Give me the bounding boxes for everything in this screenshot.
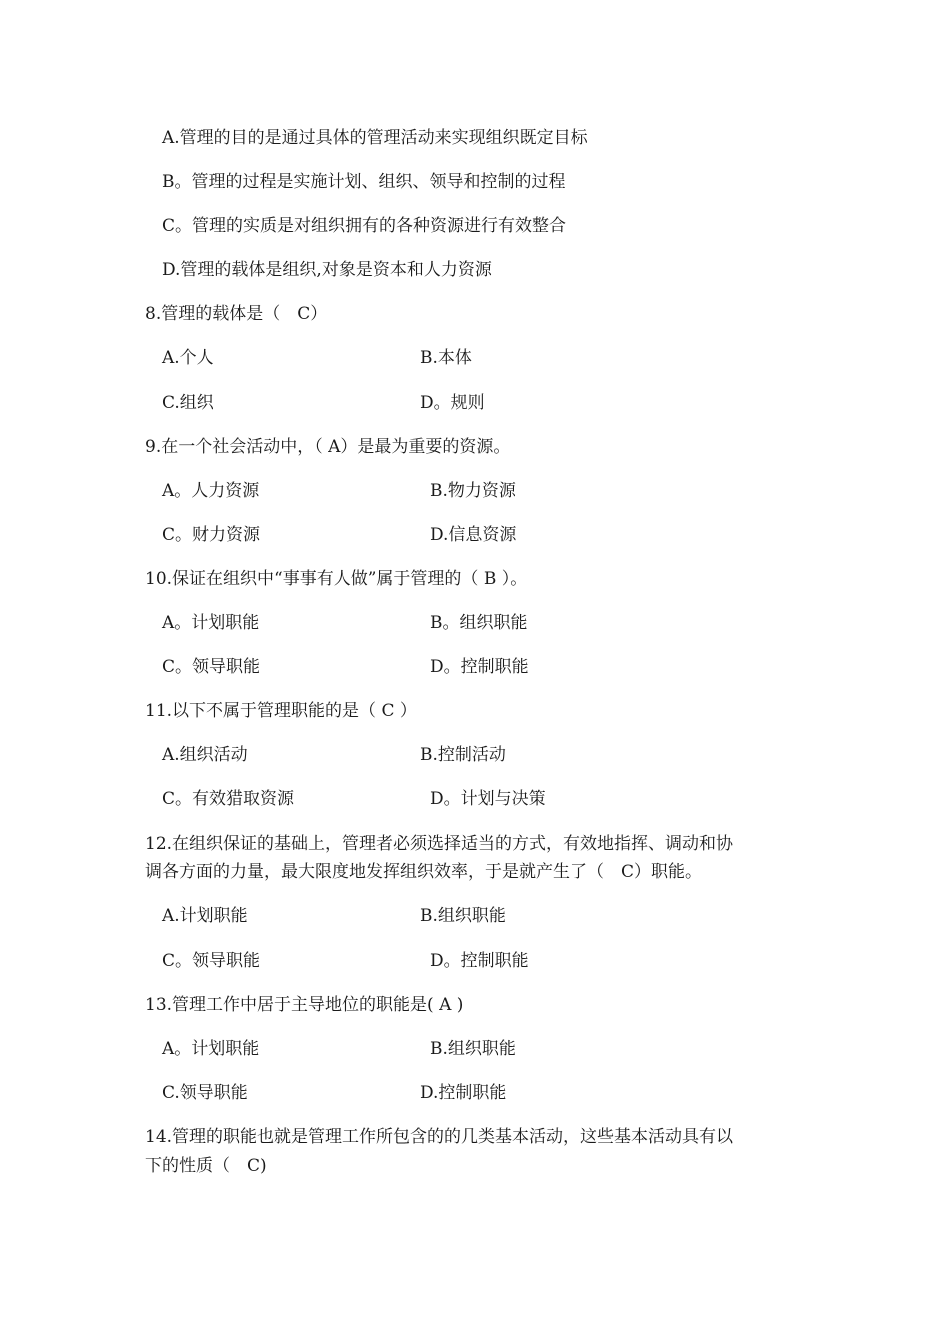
q7-option-a: A.管理的目的是通过具体的管理活动来实现组织既定目标	[162, 128, 588, 148]
q12-option-b: B.组织职能	[420, 906, 506, 926]
q13-option-b: B.组织职能	[430, 1039, 516, 1059]
q12-stem-line1: 12.在组织保证的基础上，管理者必须选择适当的方式，有效地指挥、调动和协	[145, 834, 734, 854]
q8-option-b: B.本体	[420, 348, 472, 368]
q7-option-c: C。管理的实质是对组织拥有的各种资源进行有效整合	[162, 216, 567, 236]
q10-option-b: B。组织职能	[430, 613, 528, 633]
q10-option-d: D。控制职能	[430, 657, 529, 677]
q7-option-b: B。管理的过程是实施计划、组织、领导和控制的过程	[162, 172, 566, 192]
q12-option-d: D。控制职能	[430, 951, 529, 971]
q11-option-b: B.控制活动	[420, 745, 506, 765]
q9-stem: 9.在一个社会活动中，（ A）是最为重要的资源。	[145, 437, 511, 457]
q9-option-d: D.信息资源	[430, 525, 517, 545]
q12-stem-line2: 调各方面的力量，最大限度地发挥组织效率，于是就产生了（ C）职能。	[145, 862, 703, 882]
q14-stem-line1: 14.管理的职能也就是管理工作所包含的的几类基本活动，这些基本活动具有以	[145, 1127, 734, 1147]
q12-option-c: C。领导职能	[162, 951, 261, 971]
q9-option-a: A。人力资源	[162, 481, 260, 501]
q9-option-c: C。财力资源	[162, 525, 261, 545]
q8-option-c: C.组织	[162, 393, 214, 413]
q7-option-d: D.管理的载体是组织,对象是资本和人力资源	[162, 260, 492, 280]
q13-option-a: A。计划职能	[162, 1039, 260, 1059]
q8-option-a: A.个人	[162, 348, 214, 368]
q8-option-d: D。规则	[420, 393, 485, 413]
q11-option-d: D。计划与决策	[430, 789, 546, 809]
q10-option-a: A。计划职能	[162, 613, 260, 633]
q8-stem: 8.管理的载体是（ C）	[145, 304, 328, 324]
q11-stem: 11.以下不属于管理职能的是（ C ）	[145, 701, 417, 721]
q10-option-c: C。领导职能	[162, 657, 261, 677]
q14-stem-line2: 下的性质（ C)	[145, 1156, 267, 1176]
q10-stem: 10.保证在组织中“事事有人做”属于管理的（ B ）。	[145, 569, 528, 589]
q13-option-c: C.领导职能	[162, 1083, 248, 1103]
q9-option-b: B.物力资源	[430, 481, 516, 501]
q11-option-c: C。有效猎取资源	[162, 789, 295, 809]
q13-stem: 13.管理工作中居于主导地位的职能是( A )	[145, 995, 464, 1015]
q12-option-a: A.计划职能	[162, 906, 248, 926]
q11-option-a: A.组织活动	[162, 745, 248, 765]
q13-option-d: D.控制职能	[420, 1083, 507, 1103]
